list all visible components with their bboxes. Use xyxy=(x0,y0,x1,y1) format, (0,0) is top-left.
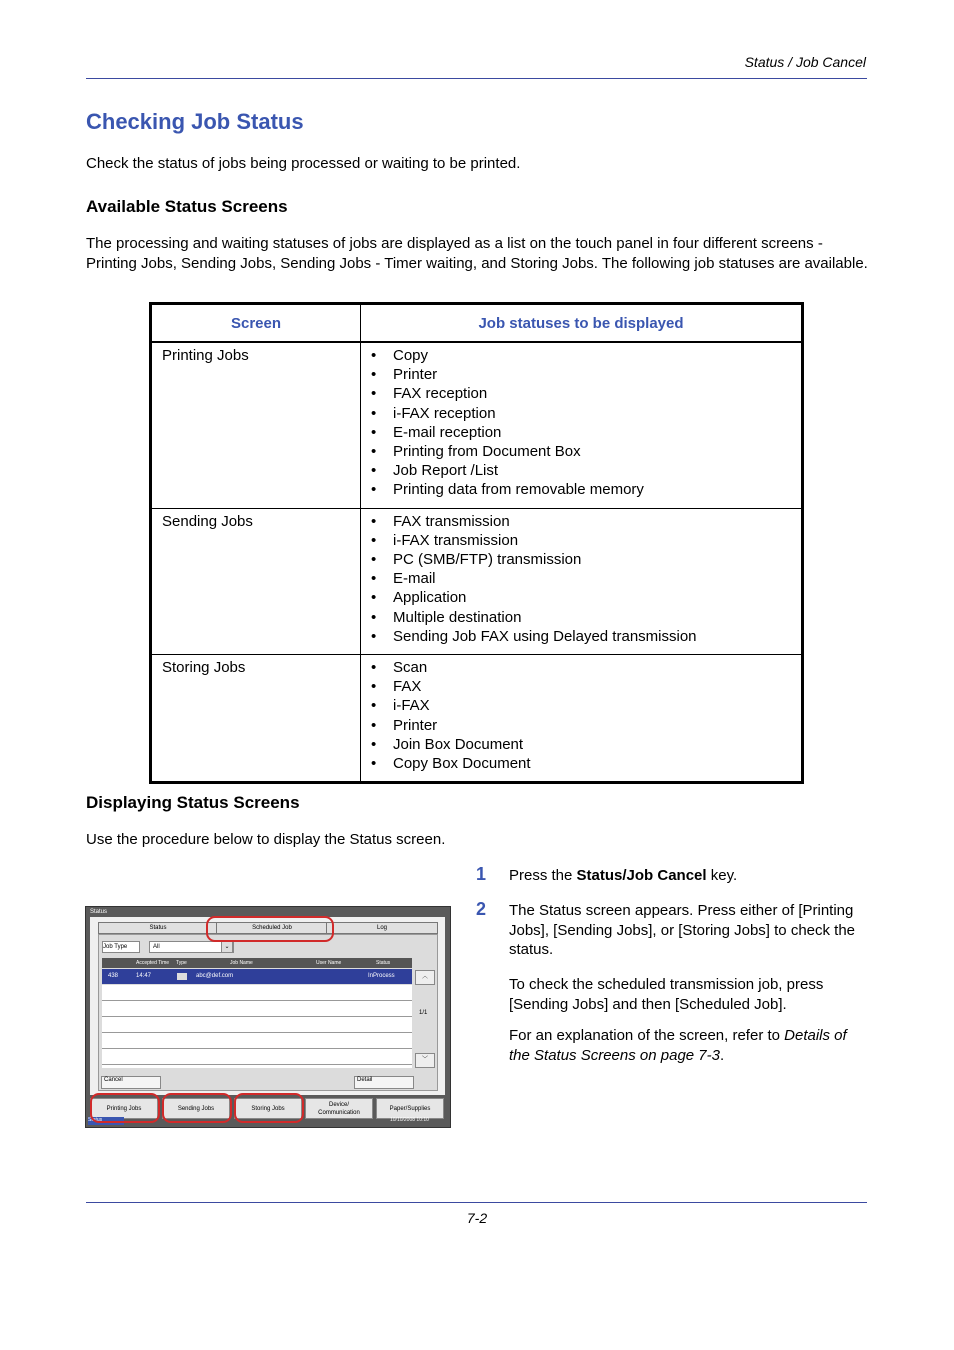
step-2-text: The Status screen appears. Press either of [Printing Jobs], [Sending Jobs], or [Storing Jobs] to check the status. xyxy=(509,902,856,958)
status-table xyxy=(149,302,804,784)
available-paragraph: The processing and waiting statuses of jobs are displayed as a list on the touch panel in four different screens - Printing Jobs, Sending Jobs, Sending Jobs - Timer waiting, and Storing Jobs. The following job statuses are available. xyxy=(86,235,868,272)
tab-status[interactable]: Status xyxy=(98,922,218,934)
screen-cell: Storing Jobs xyxy=(151,655,361,783)
page-indicator: 1/1 xyxy=(419,1010,428,1016)
displaying-heading: Displaying Status Screens xyxy=(86,793,300,812)
list-item: • Multiple destination xyxy=(371,608,522,626)
screen-cell: Sending Jobs xyxy=(151,508,361,654)
storing-jobs-button[interactable]: Storing Jobs xyxy=(234,1098,302,1119)
device-communication-button[interactable]: Device/ Communication xyxy=(305,1098,373,1119)
header-rule xyxy=(86,78,867,79)
list-item: • Join Box Document xyxy=(371,735,524,753)
job-type-label: Job Type xyxy=(102,941,140,953)
list-item: • Copy xyxy=(371,347,429,364)
available-heading: Available Status Screens xyxy=(86,197,288,216)
list-item: • Printer xyxy=(371,366,438,384)
table-row xyxy=(151,655,803,783)
list-item: • Copy Box Document xyxy=(371,755,531,773)
list-item: • Printer xyxy=(371,716,438,734)
detail-button[interactable]: Detail xyxy=(354,1076,414,1089)
table-header-statuses: Job statuses to be displayed xyxy=(361,304,803,343)
list-item: • i-FAX reception xyxy=(371,404,496,422)
printing-jobs-button[interactable]: Printing Jobs xyxy=(90,1098,158,1119)
list-item: • PC (SMB/FTP) transmission xyxy=(371,551,582,569)
paper-supplies-button[interactable]: Paper/Supplies xyxy=(376,1098,444,1119)
status-list xyxy=(371,658,801,773)
list-item: • i-FAX xyxy=(371,697,430,715)
list-item: • FAX reception xyxy=(371,385,488,403)
job-type-select[interactable]: All xyxy=(149,941,234,953)
list-item: • Scan xyxy=(371,659,428,677)
step-2-number: 2 xyxy=(476,899,487,919)
displaying-paragraph: Use the procedure below to display the Status screen. xyxy=(86,831,446,848)
intro-text: Check the status of jobs being processed or waiting to be printed. xyxy=(86,155,521,172)
tab-scheduled-job[interactable]: Scheduled Job xyxy=(216,922,328,934)
cancel-button[interactable]: Cancel xyxy=(101,1076,161,1089)
running-header: Status / Job Cancel xyxy=(744,54,866,70)
list-item: • Printing data from removable memory xyxy=(371,481,644,499)
page-number: 7-2 xyxy=(466,1210,488,1226)
list-item: • E-mail xyxy=(371,570,436,588)
list-item: • Sending Job FAX using Delayed transmission xyxy=(371,627,697,645)
list-item: • Printing from Document Box xyxy=(371,443,581,461)
sending-jobs-button[interactable]: Sending Jobs xyxy=(162,1098,230,1119)
step-1-text: Press the Status/Job Cancel key. xyxy=(509,867,738,884)
step-1-number: 1 xyxy=(476,864,487,884)
table-header-screen: Screen xyxy=(151,304,361,343)
scroll-up-icon[interactable]: ︿ xyxy=(415,970,435,985)
list-item: • Application xyxy=(371,589,467,607)
table-header: Accepted Time Type Job Name User Name Status xyxy=(102,958,412,968)
status-key-label: Status xyxy=(88,1117,124,1125)
footer-rule xyxy=(86,1202,867,1203)
chevron-down-icon[interactable]: ⌄ xyxy=(221,941,233,953)
status-list xyxy=(371,346,801,500)
list-item: • i-FAX transmission xyxy=(371,531,519,549)
step-2-note: To check the scheduled transmission job, press [Sending Jobs] and then [Scheduled Job]. xyxy=(509,976,824,1013)
job-list-area xyxy=(98,934,438,1091)
table-row xyxy=(151,508,803,654)
scroll-down-icon[interactable]: ﹀ xyxy=(415,1053,435,1068)
highlight-circle xyxy=(234,1093,304,1123)
step-2-reference: For an explanation of the screen, refer to Details of the Status Screens on page 7-3. xyxy=(509,1027,847,1064)
empty-rows xyxy=(102,985,412,1068)
list-item: • FAX xyxy=(371,678,422,696)
page-title: Checking Job Status xyxy=(86,109,304,134)
table-row[interactable]: 438 14:47 abc@def.com InProcess xyxy=(102,969,412,984)
list-item: • FAX transmission xyxy=(371,512,510,530)
highlight-circle xyxy=(162,1093,232,1123)
datetime: 10/10/2008 10:10 xyxy=(390,1117,429,1123)
screen-title: Status xyxy=(90,909,108,915)
highlight-circle xyxy=(90,1093,160,1123)
table-row xyxy=(151,342,803,508)
screen-cell: Printing Jobs xyxy=(151,342,361,508)
status-screen-screenshot xyxy=(85,906,451,1128)
tab-log[interactable]: Log xyxy=(326,922,438,934)
status-list xyxy=(371,512,801,646)
list-item: • Job Report /List xyxy=(371,462,499,480)
email-icon xyxy=(177,973,187,980)
status-panel xyxy=(90,917,445,1095)
list-item: • E-mail reception xyxy=(371,423,502,441)
highlight-circle xyxy=(206,916,334,942)
